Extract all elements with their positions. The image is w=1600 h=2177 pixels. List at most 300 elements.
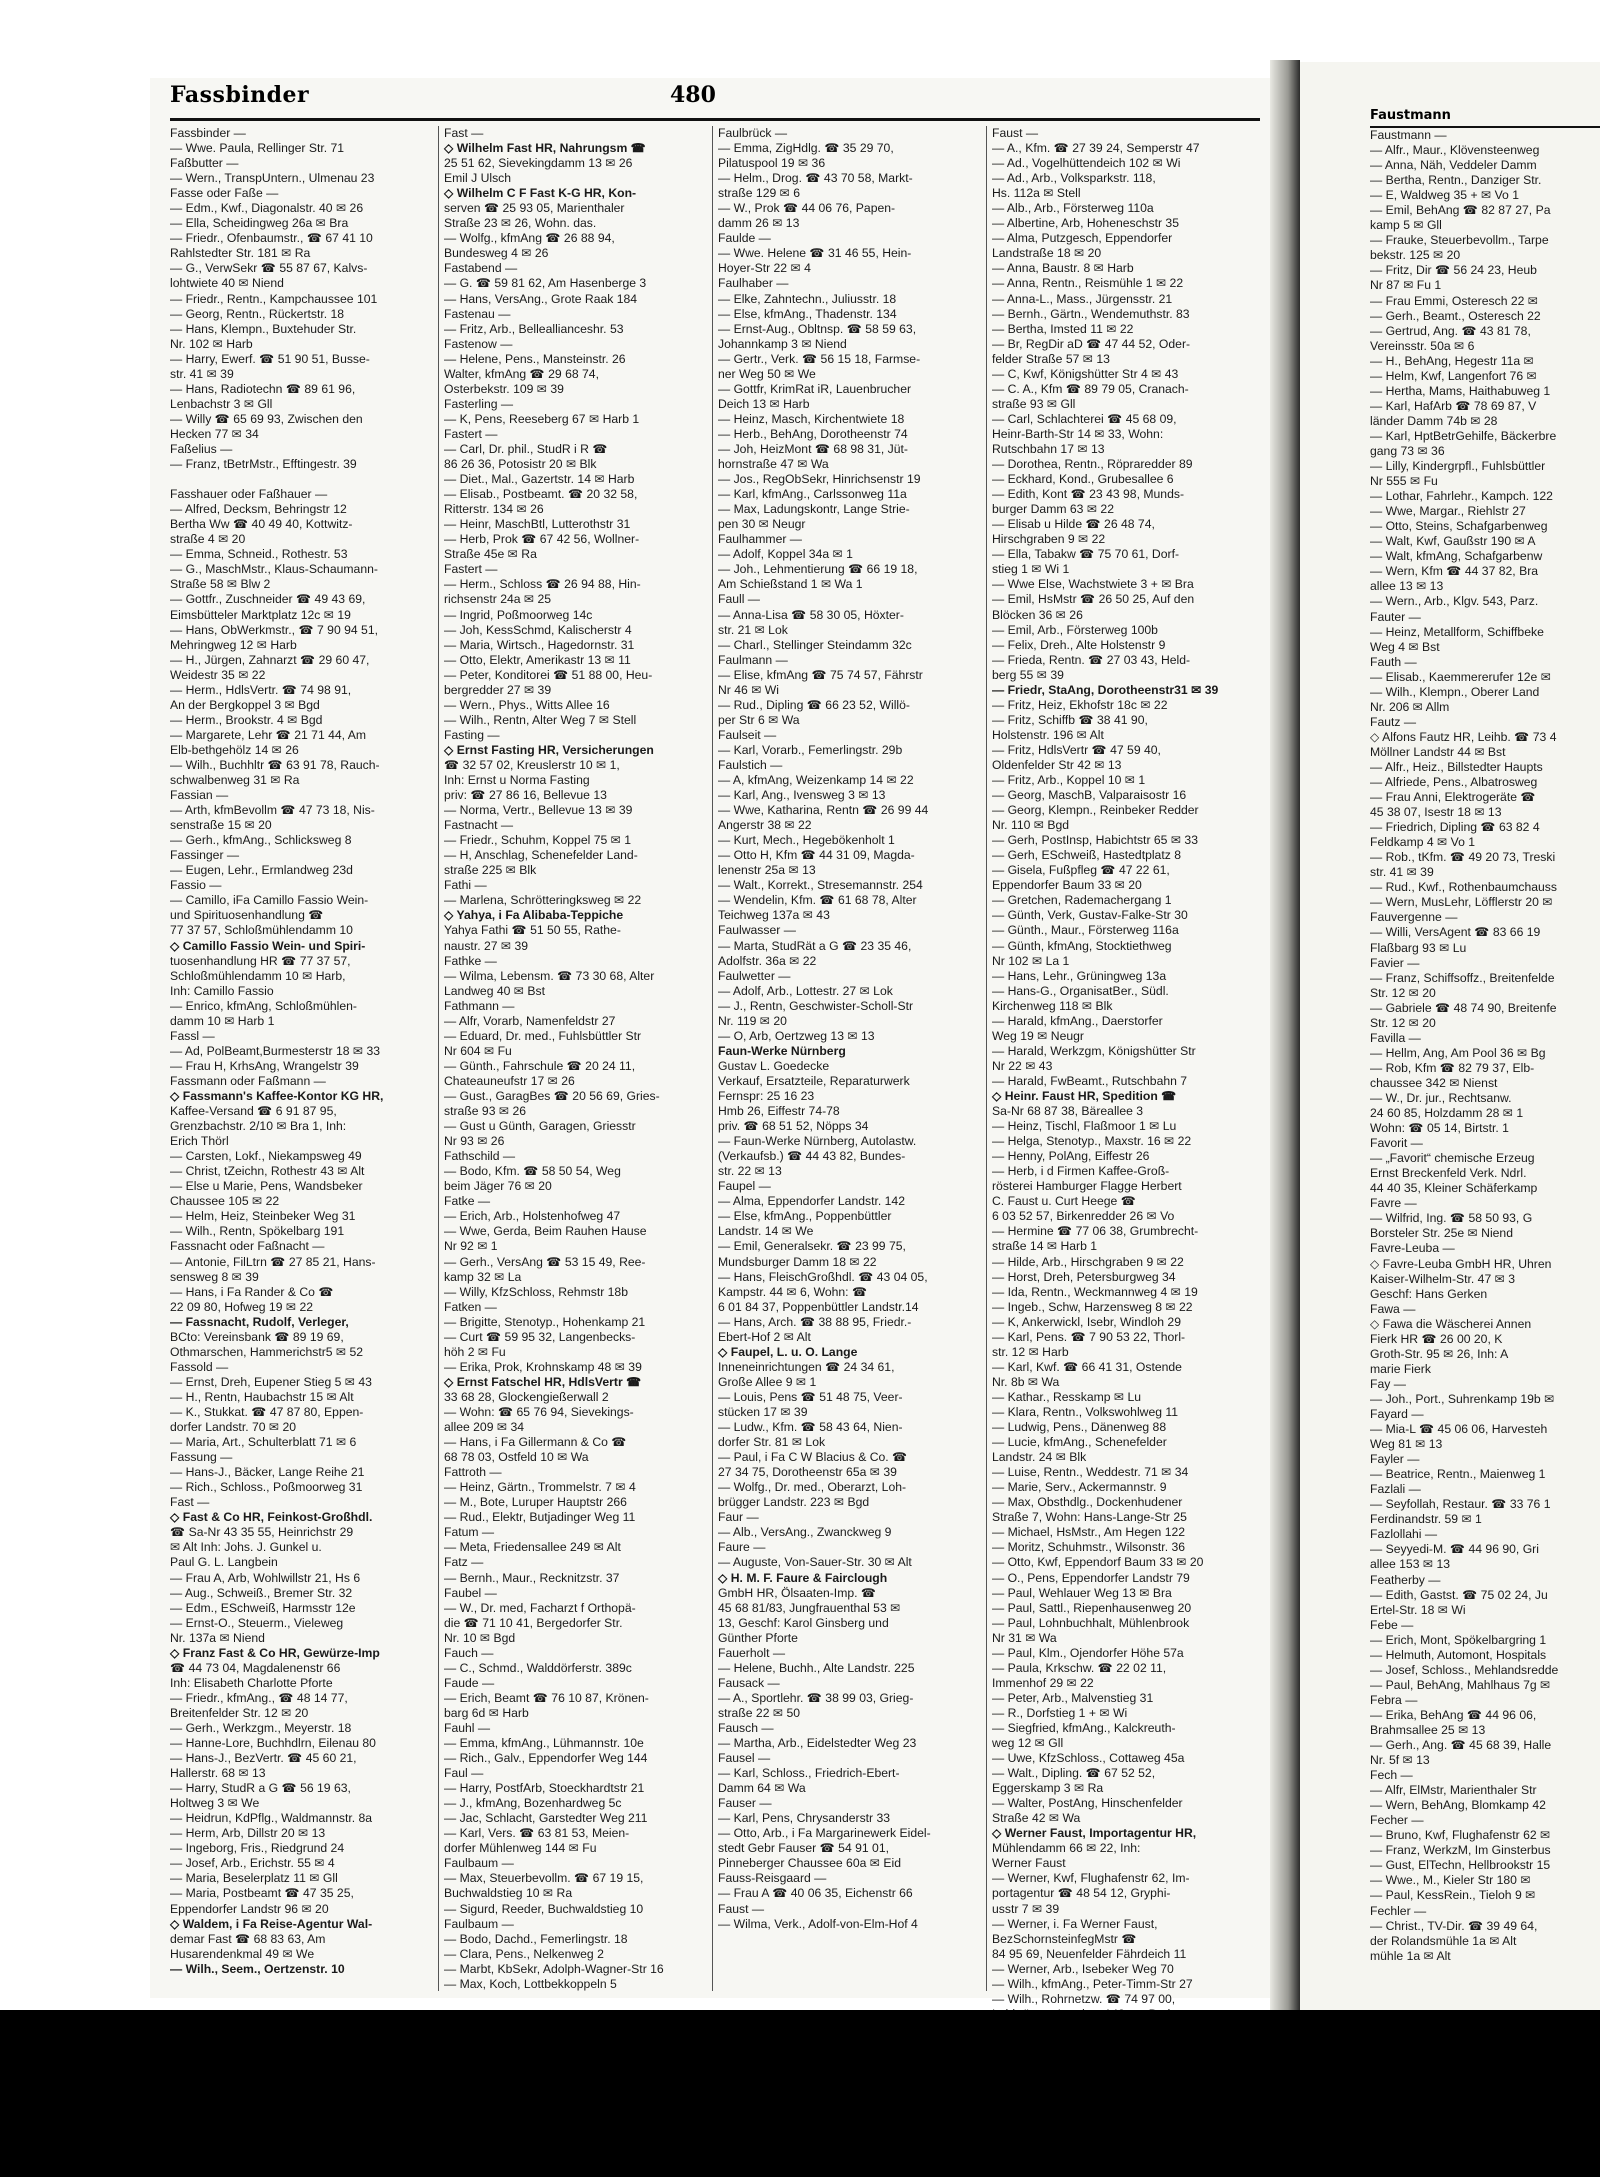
directory-entry: — Herb, i d Firmen Kaffee-Groß- [992,1164,1170,1179]
surname-heading: Fauhl — [444,1720,491,1735]
directory-entry: — Joh., Port., Suhrenkamp 19b ✉ [1370,1391,1555,1406]
directory-entry: Nr 102 ✉ La 1 [992,953,1070,968]
directory-entry: — H., Rentn, Haubachstr 15 ✉ Alt [170,1389,354,1404]
surname-heading: Fech — [1370,1768,1413,1783]
directory-entry: — Friedr., Ofenbaumstr., ☎ 67 41 10 [170,231,373,246]
directory-entry: usstr 7 ✉ 39 [992,1901,1060,1916]
directory-entry: Inh: Ernst u Norma Fasting [444,773,590,788]
surname-heading: Fast — [170,1495,210,1510]
directory-entry: — Willy ☎ 65 69 93, Zwischen den [170,411,363,426]
directory-entry: — Heinr, MaschBtl, Lutterothstr 31 [444,517,631,532]
surname-heading: Fauth — [1370,654,1417,669]
directory-entry: — Alma, Putzgesch, Eppendorfer [992,231,1173,246]
directory-entry: Schloßmühlendamm 10 ✉ Harb, [170,968,346,983]
directory-entry: — Wendelin, Kfm. ☎ 61 68 78, Alter [718,893,917,908]
directory-entry: 27 34 75, Dorotheenstr 65a ✉ 39 [718,1465,897,1480]
directory-entry: — Alb., VersAng., Zwanckweg 9 [718,1525,892,1540]
surname-heading: Faude — [444,1675,495,1690]
directory-entry: Mehringweg 12 ✉ Harb [170,637,297,652]
directory-entry: Ebert-Hof 2 ✉ Alt [718,1329,811,1344]
surname-heading: Faun-Werke Nürnberg [718,1043,846,1058]
directory-entry: — Ingrid, Poßmoorweg 14c [444,607,593,622]
directory-entry: — Camillo, iFa Camillo Fassio Wein- [170,893,369,908]
directory-entry: — Harry, StudR a G ☎ 56 19 63, [170,1781,351,1796]
directory-entry: — Paul, Wehlauer Weg 13 ✉ Bra [992,1585,1172,1600]
directory-entry: — Helene, Pens., Mansteinstr. 26 [444,351,626,366]
directory-entry: — Emil, HsMstr ☎ 26 50 25, Auf den [992,592,1195,607]
directory-entry: — Carsten, Lokf., Niekampsweg 49 [170,1149,362,1164]
directory-entry: 45 38 07, Isestr 18 ✉ 13 [1370,805,1502,820]
directory-entry: — W., Dr. med, Facharzt f Orthopä- [444,1600,636,1615]
directory-entry: Fierk HR ☎ 26 00 20, K [1370,1331,1503,1346]
surname-heading: Fausch — [718,1720,774,1735]
directory-entry: — Hans, Arch. ☎ 38 88 95, Friedr.- [718,1314,912,1329]
directory-entry: — Fritz, Arb., Belleallianceshr. 53 [444,321,624,336]
directory-entry: — W., Dr. jur., Rechtsanw. [1370,1091,1512,1105]
directory-entry: priv: ☎ 27 86 16, Bellevue 13 [444,788,607,803]
directory-entry: — Rich., Galv., Eppendorfer Weg 144 [444,1751,648,1766]
directory-entry: 25 51 62, Sievekingdamm 13 ✉ 26 [444,156,633,171]
directory-entry: Bundesweg 4 ✉ 26 [444,246,549,261]
directory-entry: Husarendenkmal 49 ✉ We [170,1946,315,1961]
directory-entry: — Wern., TranspUntern., Ulmenau 23 [170,171,375,186]
surname-heading: Fauvergenne — [1370,910,1458,925]
directory-entry: — Werner, Kwf, Flughafenstr 62, Im- [992,1871,1190,1886]
surname-heading: Faupel — [718,1179,771,1194]
directory-entry: — Gerh., Ang. ☎ 45 68 39, Halle [1370,1738,1552,1753]
surname-heading: Favorit — [1370,1136,1423,1151]
column-divider [438,126,439,1991]
surname-heading: Fastenau — [444,306,511,321]
directory-entry: — Ingeborg, Fris., Riedgrund 24 [170,1841,345,1856]
directory-entry: — Curt ☎ 59 95 32, Langenbecks- [444,1329,636,1344]
directory-entry: — Helm, Kwf, Langenfort 76 ✉ [1370,368,1537,383]
directory-entry: — Seyyedi-M. ☎ 44 96 90, Gri [1370,1542,1539,1557]
directory-entry: — Diet., Mal., Gazertstr. 14 ✉ Harb [444,472,635,487]
directory-entry: Nr. 110 ✉ Bgd [992,818,1070,833]
directory-entry: — Ad, PolBeamt,Burmesterstr 18 ✉ 33 [170,1043,381,1058]
directory-entry: — Paul, i Fa C W Blacius & Co. ☎ [718,1450,908,1465]
directory-entry: Straße 42 ✉ Wa [992,1811,1081,1826]
directory-entry: — Alfr, Vorarb, Namenfeldstr 27 [444,1013,616,1028]
directory-entry: — Josef, Schloss., Mehlandsredde [1370,1662,1559,1677]
directory-entry: — Ad., Arb., Volksparkstr. 118, [992,171,1156,186]
directory-entry: — Anna, Baustr. 8 ✉ Harb [992,261,1134,276]
directory-entry: — Hans, Klempn., Buxtehuder Str. [170,321,357,336]
directory-entry: — Br, RegDir aD ☎ 47 44 52, Oder- [992,336,1191,351]
directory-entry: — Wilh., kfmAng., Peter-Timm-Str 27 [992,1976,1193,1991]
directory-entry: — Paul, Klm., Ojendorfer Höhe 57a [992,1645,1184,1660]
directory-entry: Deich 13 ✉ Harb [718,396,810,411]
directory-entry: — Gerh., VersAng ☎ 53 15 49, Ree- [444,1254,646,1269]
directory-entry: — Klara, Rentn., Volkswohlweg 11 [992,1404,1179,1419]
directory-entry: Yahya Fathi ☎ 51 50 55, Rathe- [444,923,621,938]
directory-entry: straße 225 ✉ Blk [444,863,537,878]
directory-entry: — Antonie, FilLtrn ☎ 27 85 21, Hans- [170,1254,376,1269]
surname-heading: Faul — [444,1766,484,1781]
directory-entry: — Wilh., Seem., Oertzenstr. 10 [170,1961,345,1976]
directory-entry: — Wilh., Klempn., Oberer Land [1370,684,1540,699]
directory-entry: — Christ, tZeichn, Rothestr 43 ✉ Alt [170,1164,365,1179]
directory-entry: — Wern, BehAng, Blomkamp 42 [1370,1798,1546,1813]
directory-entry: — Wern, MusLehr, Löfflerstr 20 ✉ [1370,895,1553,910]
surname-heading: Fay — [1370,1376,1406,1391]
directory-entry: Hecken 77 ✉ 34 [170,426,259,441]
directory-entry: — C, Kwf, Königshütter Str 4 ✉ 43 [992,366,1179,381]
directory-entry: — Max, Koch, Lottbekkoppeln 5 [444,1976,617,1991]
directory-column-1 [170,126,432,1991]
directory-entry: — Eduard, Dr. med., Fuhlsbüttler Str [444,1028,642,1043]
directory-entry: — Karl, Schloss., Friedrich-Ebert- [718,1766,900,1781]
directory-entry: — Harry, Ewerf. ☎ 51 90 51, Busse- [170,351,370,366]
directory-entry: Str. 12 ✉ 20 [1370,985,1436,1000]
directory-entry: — Christ., TV-Dir. ☎ 39 49 64, [1370,1918,1538,1933]
directory-entry: — G., MaschMstr., Klaus-Schaumann- [170,562,378,577]
surname-heading: Faulwetter — [718,968,791,983]
directory-entry: — Joh, KessSchmd, Kalischerstr 4 [444,622,632,637]
directory-entry: — Friedr., Rentn., Kampchaussee 101 [170,291,378,306]
directory-entry: — Joh, HeizMont ☎ 68 98 31, Jüt- [718,441,908,456]
surname-heading: Fathke — [444,953,497,968]
column-divider [986,126,987,1991]
directory-entry: — Eugen, Lehr., Ermlandweg 23d [170,863,353,878]
directory-entry: — Wern, Kfm ☎ 44 37 82, Bra [1370,564,1539,579]
surname-heading: Fathmann — [444,998,515,1013]
directory-entry: — Ludwig, Pens., Dänenweg 88 [992,1420,1167,1435]
directory-entry: Buchwaldstieg 10 ✉ Ra [444,1886,573,1901]
directory-entry: Teichweg 137a ✉ 43 [718,908,830,923]
directory-entry: rösterei Hamburger Flagge Herbert [992,1179,1182,1194]
directory-entry: ◇ Camillo Fassio Wein- und Spiri- [170,938,366,953]
directory-entry: allee 209 ✉ 34 [444,1420,525,1435]
directory-entry: — M., Bote, Luruper Hauptstr 266 [444,1495,627,1510]
directory-entry: (Verkaufsb.) ☎ 44 43 82, Bundes- [718,1149,906,1164]
directory-entry: — Alma, Eppendorfer Landstr. 142 [718,1194,905,1209]
directory-entry: — Alfred, Decksm, Behringstr 12 [170,502,347,517]
directory-entry: — Max, Obsthdlg., Dockenhudener [992,1495,1183,1510]
directory-entry: Mundsburger Damm 18 ✉ 22 [718,1254,877,1269]
directory-entry: damm 10 ✉ Harb 1 [170,1013,275,1028]
directory-entry: der Rolandsmühle 1a ✉ Alt [1370,1933,1517,1948]
directory-entry: — Marbt, KbSekr, Adolph-Wagner-Str 16 [444,1961,664,1976]
directory-entry: — Werner, i. Fa Werner Faust, [992,1916,1158,1931]
directory-entry: Inh: Camillo Fassio [170,983,274,998]
directory-entry: — Gerh., Beamt., Osteresch 22 [1370,308,1541,323]
directory-entry: — Rud., Dipling ☎ 66 23 52, Willö- [718,697,910,712]
directory-entry: — Max, Ladungskontr, Lange Strie- [718,502,910,517]
directory-entry: Emil J Ulsch [444,171,512,186]
surname-heading: Fazlollahi — [1370,1527,1438,1542]
directory-entry: — Edm., ESchweiß, Harmsstr 12e [170,1600,356,1615]
directory-entry: — Edith, Kont ☎ 23 43 98, Munds- [992,487,1185,502]
surname-heading: Fattroth — [444,1465,502,1480]
directory-entry: — Heinz, Metallform, Schiffbeke [1370,624,1544,639]
directory-entry: Nr 87 ✉ Fu 1 [1370,278,1442,293]
directory-entry: straße 129 ✉ 6 [718,186,801,201]
surname-heading: Fatken — [444,1299,497,1314]
directory-entry: — Otto, Elektr, Amerikastr 13 ✉ 11 [444,652,631,667]
directory-entry: ◇ Faupel, L. u. O. Lange [718,1344,858,1359]
surname-heading: Fassio — [170,878,222,893]
directory-entry: — Rud., Kwf., Rothenbaumchauss [1370,880,1557,895]
directory-entry: — Moritz, Schuhmstr., Wilsonstr. 36 [992,1540,1186,1555]
directory-entry: str. 21 ✉ Lok [718,622,788,637]
directory-entry: Kaffee-Versand ☎ 6 91 87 95, [170,1104,337,1119]
directory-entry: 24 60 85, Holzdamm 28 ✉ 1 [1370,1106,1524,1121]
directory-entry: — Elise, kfmAng ☎ 75 74 57, Fährstr [718,667,923,682]
directory-entry: Angerstr 38 ✉ 22 [718,818,812,833]
directory-entry: — Marie, Serv., Ackermannstr. 9 [992,1480,1167,1495]
scan-border [0,2010,1600,2177]
directory-entry: Landstraße 18 ✉ 20 [992,246,1102,261]
directory-entry: — Sigurd, Reeder, Buchwaldstieg 10 [444,1901,644,1916]
directory-entry: — Elisab u Hilde ☎ 26 48 74, [992,517,1155,532]
directory-entry: per Str 6 ✉ Wa [718,712,800,727]
directory-entry: ◇ Heinr. Faust HR, Spedition ☎ [992,1089,1177,1103]
directory-entry: — Lilly, Kindergrpfl., Fuhlsbüttler [1370,459,1546,474]
directory-entry: — Fritz, Schiffb ☎ 38 41 90, [992,712,1148,727]
directory-entry: — Maria, Art., Schulterblatt 71 ✉ 6 [170,1435,357,1450]
directory-entry: — Herb., BehAng, Dorotheenstr 74 [718,426,908,441]
surname-heading: Fassold — [170,1359,229,1374]
directory-entry: — Luise, Rentn., Weddestr. 71 ✉ 34 [992,1465,1189,1480]
directory-entry: Gustav L. Goedecke [718,1058,830,1073]
directory-entry: 33 68 28, Glockengießerwall 2 [444,1389,609,1404]
directory-entry: — O, Arb, Oertzweg 13 ✉ 13 [718,1028,875,1043]
directory-entry: Pilatuspool 19 ✉ 36 [718,156,826,171]
directory-entry: — Bernh., Gärtn., Wendemuthstr. 83 [992,306,1190,321]
directory-entry: — E, Waldweg 35 + ✉ Vo 1 [1370,188,1519,203]
directory-entry: — Franz, WerkzM, Im Ginsterbus [1370,1843,1551,1858]
directory-entry: bergredder 27 ✉ 39 [444,682,552,697]
surname-heading: Faulbaum — [444,1916,514,1931]
surname-heading: Faust — [992,126,1039,140]
directory-entry: — Hellm, Ang, Am Pool 36 ✉ Bg [1370,1045,1546,1060]
directory-entry: — K, Pens, Reeseberg 67 ✉ Harb 1 [444,411,640,426]
directory-entry: allee 13 ✉ 13 [1370,579,1444,594]
directory-entry: — Norma, Vertr., Bellevue 13 ✉ 39 [444,803,633,818]
directory-entry: Othmarschen, Hammerichstr5 ✉ 52 [170,1344,364,1359]
directory-entry: GmbH HR, Ölsaaten-Imp. ☎ [718,1585,877,1600]
directory-entry: — Karl, HptBetrGehilfe, Bäckerbre [1370,428,1557,443]
directory-entry: — Karl, kfmAng., Carlssonweg 11a [718,487,907,502]
directory-entry: Nr. 8b ✉ Wa [992,1374,1060,1389]
directory-entry: — Hertha, Mams, Haithabuweg 1 [1370,383,1551,398]
directory-entry: 6 03 52 57, Birkenredder 26 ✉ Vo [992,1209,1175,1224]
directory-entry: Ertel-Str. 18 ✉ Wi [1370,1602,1466,1617]
directory-entry: naustr. 27 ✉ 39 [444,938,529,953]
directory-entry: — Frau A, Arb, Wohlwillstr 21, Hs 6 [170,1570,361,1585]
directory-entry: Immenhof 29 ✉ 22 [992,1675,1094,1690]
directory-entry: — Hermine ☎ 77 06 38, Grumbrecht- [992,1224,1199,1239]
directory-entry: — Emma, kfmAng., Lühmannstr. 10e [444,1736,644,1751]
directory-entry: straße 4 ✉ 20 [170,532,246,547]
directory-entry: 45 68 81/83, Jungfrauenthal 53 ✉ [718,1600,901,1615]
surname-heading: Faßelius — [170,441,233,456]
directory-entry: Kaiser-Wilhelm-Str. 47 ✉ 3 [1370,1271,1515,1286]
directory-entry: — Peter, Konditorei ☎ 51 88 00, Heu- [444,667,653,682]
directory-entry: — J., Rentn, Geschwister-Scholl-Str [718,998,914,1013]
surname-heading: Faustmann — [1370,128,1447,142]
directory-entry: — Helmuth, Automont, Hospitals [1370,1647,1547,1662]
directory-entry: Weg 4 ✉ Bst [1370,639,1440,654]
directory-entry: — Gerh., Werkzgm., Meyerstr. 18 [170,1720,352,1735]
directory-entry: — Joh., Lehmentierung ☎ 66 19 18, [718,562,918,577]
directory-entry: — Maria, Beselerplatz 11 ✉ Gll [170,1871,338,1886]
directory-entry: — Clara, Pens., Nelkenweg 2 [444,1946,604,1961]
surname-heading: Fautz — [1370,714,1417,729]
directory-entry: kamp 32 ✉ La [444,1269,522,1284]
directory-entry: Lenbachstr 3 ✉ Gll [170,396,273,411]
surname-heading: Fast — [444,126,484,140]
surname-heading: Febe — [1370,1617,1414,1632]
directory-entry: Nr 92 ✉ 1 [444,1239,498,1254]
surname-heading: Faust — [718,1901,765,1916]
directory-entry: — Wwe Else, Wachstwiete 3 + ✉ Bra [992,577,1194,592]
directory-entry: — Fassnacht, Rudolf, Verleger, [170,1314,349,1329]
directory-entry: — Herm., Schloss ☎ 26 94 88, Hin- [444,577,641,592]
directory-entry: — Herm., HdlsVertr. ☎ 74 98 91, [170,682,352,697]
directory-entry: chaussee 342 ✉ Nienst [1370,1075,1498,1090]
directory-entry: Flaßbarg 93 ✉ Lu [1370,940,1467,955]
directory-entry: — A., Sportlehr. ☎ 38 99 03, Grieg- [718,1690,914,1705]
surname-heading: Fawa — [1370,1301,1416,1316]
directory-entry: — Günth., Fahrschule ☎ 20 24 11, [444,1058,636,1073]
directory-entry: Blöcken 36 ✉ 26 [992,607,1083,622]
directory-entry: — Georg, Rentn., Rückertstr. 18 [170,306,345,321]
directory-entry: — Fritz, Arb., Koppel 10 ✉ 1 [992,773,1146,788]
directory-entry: — Wwe, Margar., Riehlstr 27 [1370,504,1526,519]
directory-entry: — Gerh., kfmAng., Schlicksweg 8 [170,833,352,848]
directory-entry: str. 41 ✉ 39 [170,366,234,381]
directory-entry: — Ernst-Aug., Obltnsp. ☎ 58 59 63, [718,321,917,336]
directory-entry: — Elisab., Kaemmererufer 12e ✉ [1370,669,1551,684]
directory-entry: — Karl, Kwf. ☎ 66 41 31, Ostende [992,1359,1182,1374]
directory-entry: Günther Pforte [718,1630,798,1645]
directory-entry: str. 12 ✉ Harb [992,1344,1069,1359]
directory-entry: — Hans, i Fa Rander & Co ☎ [170,1284,334,1299]
page-header [170,82,1260,121]
directory-entry: ✉ Alt Inh: Johs. J. Gunkel u. [170,1540,322,1555]
directory-entry: Weidestr 35 ✉ 22 [170,667,266,682]
directory-entry: — Friedrich, Dipling ☎ 63 82 4 [1370,820,1540,835]
directory-entry: Brahmsallee 25 ✉ 13 [1370,1722,1486,1737]
directory-entry: — Gertr., Verk. ☎ 56 15 18, Farmse- [718,351,921,366]
directory-entry: ◇ Fassmann's Kaffee-Kontor KG HR, [170,1089,384,1103]
directory-entry: Ernst Breckenfeld Verk. Ndrl. [1370,1166,1527,1181]
directory-entry: ner Weg 50 ✉ We [718,366,816,381]
directory-entry: stedt Gebr Fauser ☎ 54 91 01, [718,1841,889,1856]
directory-entry: Möllner Landstr 44 ✉ Bst [1370,744,1506,759]
directory-entry: — Heinz, Gärtn., Trommelstr. 7 ✉ 4 [444,1480,636,1495]
directory-entry: — Carl, Schlachterei ☎ 45 68 09, [992,411,1177,426]
directory-entry: — G. ☎ 59 81 62, Am Hasenberge 3 [444,276,647,291]
directory-entry: — Karl, Vers. ☎ 63 81 53, Meien- [444,1826,630,1841]
directory-entry: ☎ Sa-Nr 43 35 55, Heinrichstr 29 [170,1525,354,1540]
surname-heading: Faubel — [444,1585,497,1600]
directory-entry: — Bernh., Maur., Recknitzstr. 37 [444,1570,620,1585]
directory-entry: Hs. 112a ✉ Stell [992,186,1081,201]
directory-entry: — Günth, Verk, Gustav-Falke-Str 30 [992,908,1188,923]
directory-entry: — Harald, Werkzgm, Königshütter Str [992,1043,1196,1058]
directory-entry: priv. ☎ 68 51 52, Nöpps 34 [718,1119,869,1134]
directory-entry: Hirschgraben 9 ✉ 22 [992,532,1106,547]
directory-entry: Ferdinandstr. 59 ✉ 1 [1370,1512,1482,1527]
surname-heading: Fasting — [444,727,500,742]
directory-column-4 [992,126,1260,2006]
directory-entry: — Gust u Günth, Garagen, Griesstr [444,1119,636,1134]
directory-entry: damm 26 ✉ 13 [718,216,800,231]
directory-entry: — Edith, Gastst. ☎ 75 02 24, Ju [1370,1587,1548,1602]
directory-entry: — Hans, ObWerkmstr., ☎ 7 90 94 51, [170,622,379,637]
directory-entry: — Jac, Schlacht, Garstedter Weg 211 [444,1811,648,1826]
directory-entry: gang 73 ✉ 36 [1370,443,1445,458]
directory-entry: — Franz, tBetrMstr., Efftingestr. 39 [170,457,357,472]
directory-entry: ☎ 32 57 02, Kreuslerstr 10 ✉ 1, [444,757,620,772]
directory-entry: — Anna-Lisa ☎ 58 30 05, Höxter- [718,607,904,622]
surname-heading: Faulbrück — [718,126,788,140]
right-page-column [1370,128,1600,1993]
directory-entry: — Günth., Maur., Försterweg 116a [992,923,1179,938]
directory-entry: Nr 22 ✉ 43 [992,1058,1053,1073]
directory-entry: — Lucie, kfmAng., Schenefelder [992,1435,1167,1450]
column-divider [712,126,713,1991]
directory-entry: — Alfr., Maur., Klövensteenweg [1370,143,1540,158]
surname-heading: Fassbinder — [170,126,246,140]
directory-entry: mühle 1a ✉ Alt [1370,1948,1451,1963]
directory-entry: — Anna, Rentn., Reismühle 1 ✉ 22 [992,276,1184,291]
directory-entry: — Bodo, Kfm. ☎ 58 50 54, Weg [444,1164,621,1179]
directory-entry: Verkauf, Ersatzteile, Reparaturwerk [718,1073,910,1088]
directory-entry: — Hans, i Fa Gillermann & Co ☎ [444,1435,627,1450]
surname-heading: Fechler — [1370,1903,1427,1918]
surname-heading: Fauerholt — [718,1645,786,1660]
surname-heading: Fatke — [444,1194,491,1209]
directory-entry: brügger Landstr. 223 ✉ Bgd [718,1495,870,1510]
directory-entry: C. Faust u. Curt Heege ☎ [992,1194,1136,1209]
directory-entry: burger Damm 63 ✉ 22 [992,502,1114,517]
directory-entry: — Willi, VersAgent ☎ 83 66 19 [1370,925,1541,940]
surname-heading: Fayler — [1370,1452,1420,1467]
directory-entry: Nr 604 ✉ Fu [444,1043,512,1058]
directory-entry: Nr 31 ✉ Wa [992,1630,1057,1645]
directory-entry: sensweg 8 ✉ 39 [170,1269,259,1284]
directory-entry: — Paul, BehAng, Mahlhaus 7g ✉ [1370,1677,1551,1692]
directory-entry: — Walt, Kwf, Gaußstr 190 ✉ A [1370,534,1536,549]
surname-heading: Faßbutter — [170,156,239,171]
directory-entry: weg 12 ✉ Gll [992,1736,1064,1751]
directory-entry: — Fritz, Heiz, Ekhofstr 18c ✉ 22 [992,697,1168,712]
directory-entry: ◇ Favre-Leuba GmbH HR, Uhren [1370,1256,1552,1271]
surname-heading: Fasse oder Faße — [170,186,279,201]
directory-entry: — Gerh, PostInsp, Habichtstr 65 ✉ 33 [992,833,1198,848]
directory-entry: — Frau H, KrhsAng, Wrangelstr 39 [170,1058,359,1073]
directory-entry: — Ida, Rentn., Weckmannweg 4 ✉ 19 [992,1284,1198,1299]
directory-entry: Weg 81 ✉ 13 [1370,1437,1443,1452]
directory-entry: — Adolf, Arb., Lottestr. 27 ✉ Lok [718,983,893,998]
directory-entry: — Friedr., Schuhm, Koppel 75 ✉ 1 [444,833,632,848]
directory-entry: beim Jäger 76 ✉ 20 [444,1179,552,1194]
directory-entry: — Adolf, Koppel 34a ✉ 1 [718,547,853,562]
directory-entry: — Margarete, Lehr ☎ 21 71 44, Am [170,727,367,742]
directory-entry: — Friedr., kfmAng., ☎ 48 14 77, [170,1690,348,1705]
directory-entry: ◇ Werner Faust, Importagentur HR, [992,1826,1197,1841]
directory-entry: — J., kfmAng, Bozenhardweg 5c [444,1796,622,1811]
directory-entry: — Ernst, Dreh, Eupener Stieg 5 ✉ 43 [170,1374,372,1389]
directory-entry: ◇ Wilhelm C F Fast K-G HR, Kon- [444,186,637,201]
directory-entry: lenenstr 25a ✉ 13 [718,863,816,878]
directory-entry: — Beatrice, Rentn., Maienweg 1 [1370,1467,1546,1482]
